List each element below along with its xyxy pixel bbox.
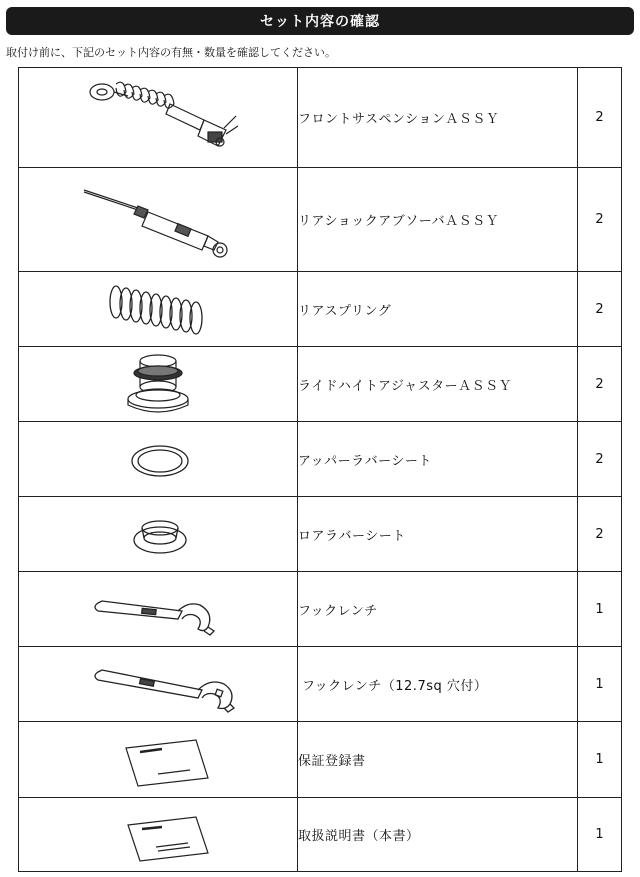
table-row (19, 497, 622, 572)
part-quantity: 1 (578, 798, 622, 872)
parts-table (18, 67, 622, 872)
table-row (19, 168, 622, 272)
part-name: フロントサスペンションＡＳＳＹ (298, 68, 578, 168)
part-quantity: 2 (578, 497, 622, 572)
table-row (19, 422, 622, 497)
table-row (19, 347, 622, 422)
part-quantity: 2 (578, 68, 622, 168)
part-name: ライドハイトアジャスターＡＳＳＹ (298, 347, 578, 422)
hook-wrench-square-hole-illustration (58, 654, 258, 714)
ride-height-adjuster-illustration (58, 349, 258, 419)
part-quantity: 1 (578, 647, 622, 722)
part-name: フックレンチ（12.7sq 穴付） (298, 647, 578, 722)
lower-rubber-seat-illustration (58, 504, 258, 564)
part-quantity: 2 (578, 168, 622, 272)
hook-wrench-illustration (58, 579, 258, 639)
section-title: セット内容の確認 (260, 14, 380, 30)
part-quantity: 1 (578, 572, 622, 647)
manual-illustration (58, 805, 258, 865)
rear-shock-absorber-illustration (58, 172, 258, 268)
table-row (19, 647, 622, 722)
intro-text: 取付け前に、下記のセット内容の有無・数量を確認してください。 (6, 46, 336, 59)
part-name: 保証登録書 (298, 722, 578, 798)
table-row (19, 68, 622, 168)
table-row (19, 798, 622, 872)
front-suspension-illustration (58, 70, 258, 166)
part-name: フックレンチ (298, 572, 578, 647)
table-row (19, 572, 622, 647)
part-name: ロアラバーシート (298, 497, 578, 572)
part-name: リアショックアブソーバＡＳＳＹ (298, 168, 578, 272)
upper-rubber-seat-illustration (58, 429, 258, 489)
part-quantity: 1 (578, 722, 622, 798)
part-quantity: 2 (578, 347, 622, 422)
part-quantity: 2 (578, 272, 622, 347)
part-name: リアスプリング (298, 272, 578, 347)
rear-spring-illustration (58, 274, 258, 344)
part-name: 取扱説明書（本書） (298, 798, 578, 872)
table-row (19, 272, 622, 347)
section-title-bar (6, 7, 634, 35)
warranty-card-illustration (58, 730, 258, 790)
part-quantity: 2 (578, 422, 622, 497)
table-row (19, 722, 622, 798)
part-name: アッパーラバーシート (298, 422, 578, 497)
